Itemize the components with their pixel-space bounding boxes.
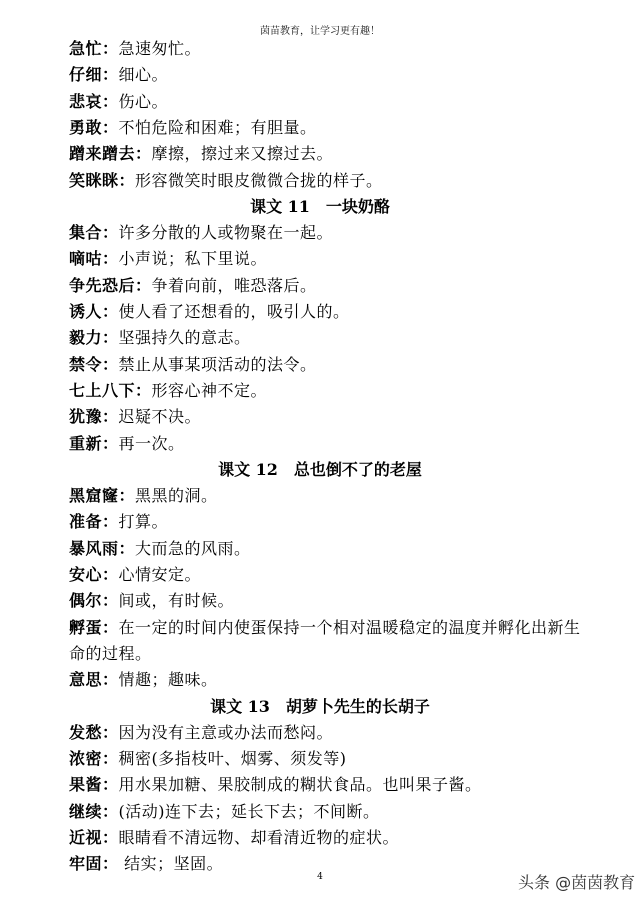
page-number: 4 (317, 872, 323, 882)
entry-definition: 使人看了还想看的，吸引人的。 (118, 302, 350, 321)
vocabulary-entry (69, 589, 234, 613)
entry-definition: 情趣；趣味。 (118, 670, 218, 689)
entry-term: 黑窟窿： (69, 486, 136, 505)
vocabulary-entry (69, 484, 218, 508)
vocabulary-entry (69, 405, 201, 429)
entry-definition: 稠密(多指枝叶、烟雾、须发等) (118, 749, 347, 768)
entry-term: 犹豫： (69, 407, 119, 426)
entry-definition: 因为没有主意或办法而愁闷。 (118, 723, 334, 742)
entry-definition: 大而急的风雨。 (135, 539, 251, 558)
watermark: 头条 @茵茵教育 (518, 873, 636, 892)
entry-term: 勇敢： (69, 118, 119, 137)
vocabulary-entry (69, 668, 218, 692)
entry-term: 笑眯眯： (69, 171, 136, 190)
vocabulary-entry (69, 116, 317, 140)
vocabulary-entry (69, 432, 185, 456)
entry-term: 争先恐后： (69, 276, 152, 295)
entry-definition: 摩擦，擦过来又擦过去。 (151, 144, 334, 163)
entry-term: 重新： (69, 434, 119, 453)
vocabulary-entry (69, 247, 267, 271)
entry-term: 嘀咕： (69, 249, 119, 268)
entry-term: 牢固： (69, 854, 119, 873)
entry-definition: 间或，有时候。 (118, 591, 235, 610)
entry-term: 继续： (69, 802, 119, 821)
entry-term: 诱人： (69, 302, 119, 321)
definition-continuation (69, 642, 152, 666)
entry-term: 安心： (69, 565, 119, 584)
entry-definition: 禁止从事某项活动的法令。 (118, 355, 317, 374)
entry-definition: (活动)连下去；延长下去；不间断。 (118, 802, 380, 821)
entry-term: 浓密： (69, 749, 119, 768)
entry-definition: 细心。 (118, 65, 169, 84)
entry-term: 急忙： (69, 39, 119, 58)
entry-term: 禁令： (69, 355, 119, 374)
vocabulary-entry (69, 300, 350, 324)
page-header: 茵苗教育，让学习更有趣！ (260, 26, 380, 37)
entry-definition: 结实；坚固。 (118, 854, 224, 873)
entry-term: 孵蛋： (69, 618, 119, 637)
lesson-title: 课文 12 总也倒不了的老屋 (218, 460, 422, 479)
entry-definition: 不怕危险和困难；有胆量。 (118, 118, 317, 137)
vocabulary-entry (69, 63, 168, 87)
entry-definition: 眼睛看不清远物、却看清近物的症状。 (118, 828, 400, 847)
vocabulary-entry (69, 773, 482, 797)
entry-definition: 迟疑不决。 (118, 407, 202, 426)
vocabulary-entry (69, 142, 333, 166)
vocabulary-entry (69, 747, 347, 771)
vocabulary-entry (69, 274, 317, 298)
entry-term: 蹭来蹭去： (69, 144, 152, 163)
vocabulary-entry (69, 379, 267, 403)
vocabulary-entry (69, 826, 399, 850)
entry-definition: 打算。 (118, 512, 169, 531)
entry-term: 近视： (69, 828, 119, 847)
entry-term: 悲哀： (69, 92, 119, 111)
entry-term: 果酱： (69, 775, 119, 794)
entry-definition: 急速匆忙。 (118, 39, 202, 58)
entry-term: 七上八下： (69, 381, 152, 400)
entry-definition: 在一定的时间内使蛋保持一个相对温暖稳定的温度并孵化出新生 (118, 618, 581, 637)
entry-definition: 伤心。 (118, 92, 169, 111)
entry-term: 暴风雨： (69, 539, 136, 558)
vocabulary-entry (69, 326, 251, 350)
entry-definition: 许多分散的人或物聚在一起。 (118, 223, 334, 242)
entry-term: 发愁： (69, 723, 119, 742)
entry-term: 意思： (69, 670, 119, 689)
vocabulary-entry (69, 721, 333, 745)
vocabulary-entry (69, 221, 333, 245)
entry-term: 仔细： (69, 65, 119, 84)
entry-definition: 小声说；私下里说。 (118, 249, 268, 268)
entry-term: 偶尔： (69, 591, 119, 610)
vocabulary-entry (69, 800, 380, 824)
entry-term: 准备： (69, 512, 119, 531)
entry-definition: 心情安定。 (118, 565, 202, 584)
entry-definition: 黑黑的洞。 (135, 486, 218, 505)
entry-definition: 形容微笑时眼皮微微合拢的样子。 (135, 171, 383, 190)
entry-definition: 形容心神不定。 (151, 381, 268, 400)
entry-definition: 用水果加糖、果胶制成的糊状食品。也叫果子酱。 (118, 775, 482, 794)
entry-definition: 再一次。 (118, 434, 185, 453)
vocabulary-entry (69, 510, 168, 534)
vocabulary-entry (69, 616, 581, 640)
lesson-title: 课文 13 胡萝卜先生的长胡子 (210, 697, 430, 716)
entry-term: 毅力： (69, 328, 119, 347)
vocabulary-entry (69, 90, 168, 114)
entry-term: 集合： (69, 223, 119, 242)
entry-definition: 命的过程。 (69, 644, 152, 663)
vocabulary-entry (69, 537, 251, 561)
entry-definition: 坚强持久的意志。 (118, 328, 251, 347)
vocabulary-entry (69, 353, 317, 377)
vocabulary-entry (69, 169, 383, 193)
entry-definition: 争着向前，唯恐落后。 (151, 276, 317, 295)
lesson-title: 课文 11 一块奶酪 (250, 197, 390, 216)
vocabulary-entry (69, 37, 201, 61)
vocabulary-entry (69, 563, 201, 587)
